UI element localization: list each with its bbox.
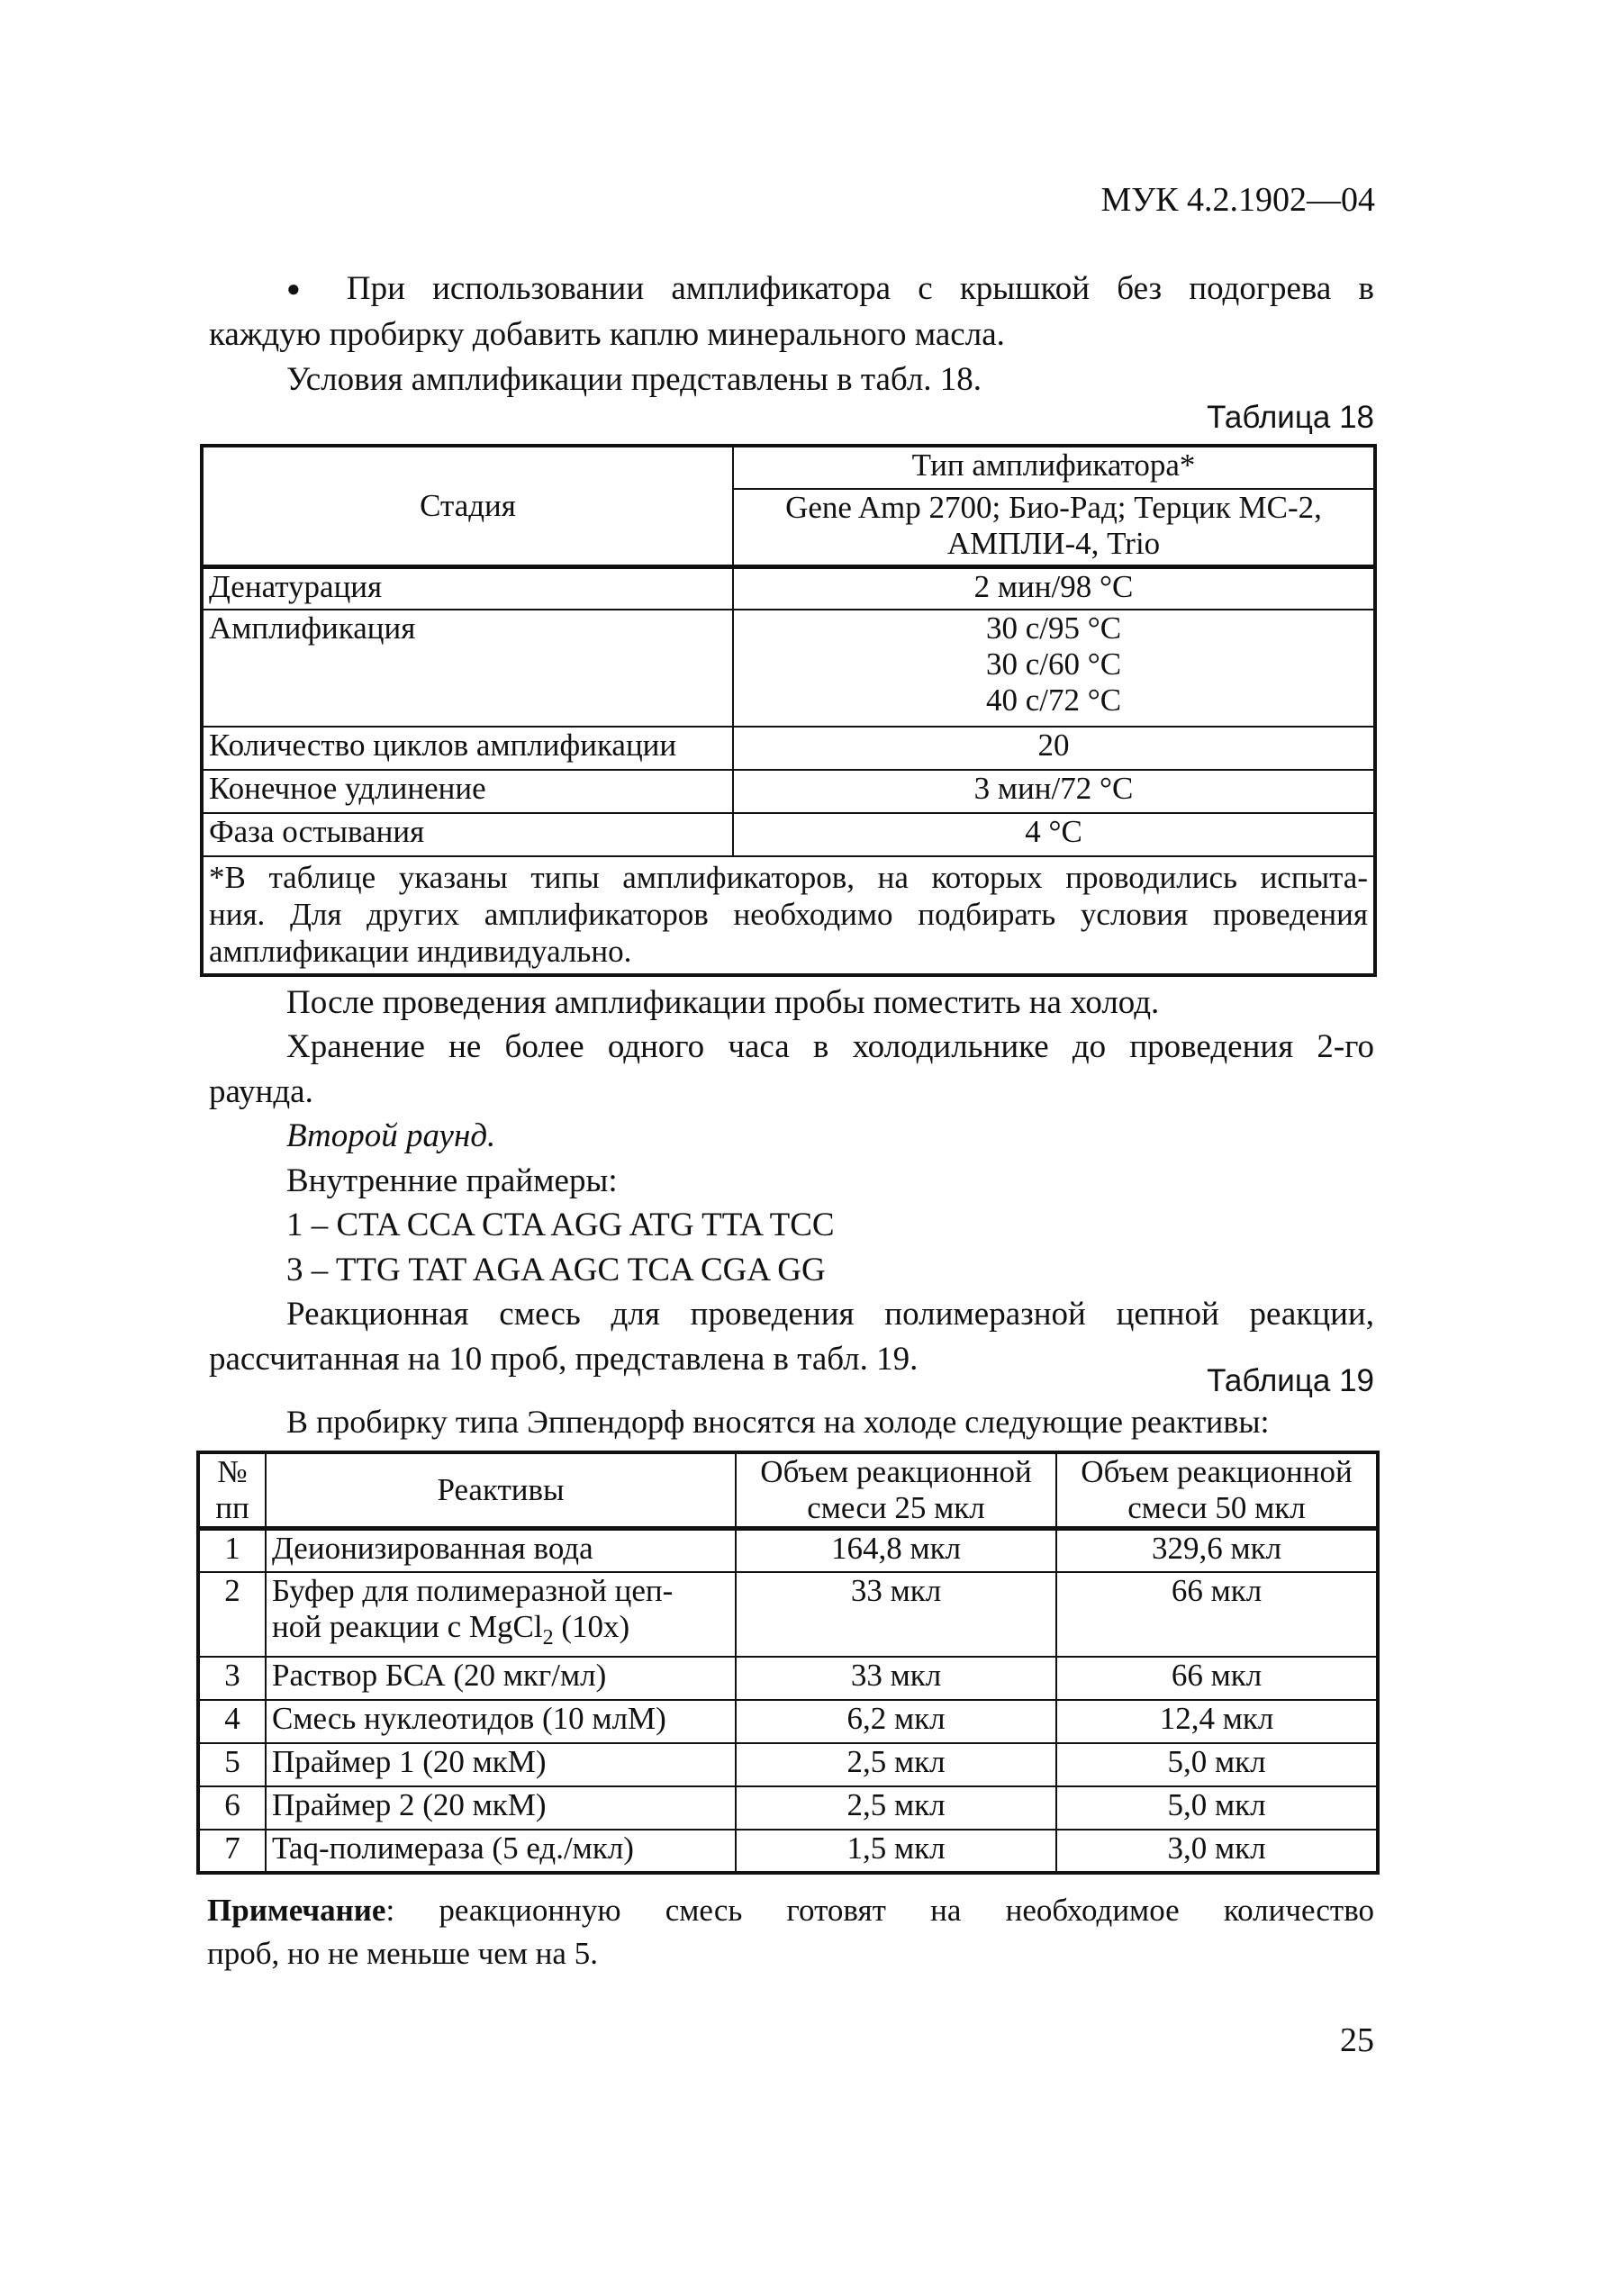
table-18-value-cell: 2 мин/98 °С <box>733 566 1375 610</box>
table-19-number-cell: 5 <box>198 1743 266 1786</box>
reagent-text: ной реакции с MgCl <box>272 1608 543 1644</box>
intro-bullet-line-2: каждую пробирку добавить каплю минерального масла. <box>209 316 1005 353</box>
table-19-reagent-cell: Смесь нуклеотидов (10 млМ) <box>266 1700 736 1743</box>
table-19-volume-50-cell: 66 мкл <box>1056 1657 1378 1700</box>
table-19-reagent-cell: Деионизированная вода <box>266 1529 736 1572</box>
footnote-label: Примечание <box>207 1893 386 1928</box>
paragraph-storage-line-1: Хранение не более одного часа в холодильнике до проведения 2-го <box>286 1028 1374 1065</box>
reagent-text: (10х) <box>553 1608 630 1644</box>
table-19-reagent-line-1: Буфер для полимеразной цеп- <box>272 1572 674 1608</box>
paragraph-mix-line-2: рассчитанная на 10 проб, представлена в табл. 19. <box>209 1341 919 1378</box>
table-18-value-cell: 3 мин/72 °С <box>733 770 1375 813</box>
table-18-stage-cell: Фаза остывания <box>202 813 733 856</box>
table-row <box>202 770 1375 813</box>
table-18-note-row <box>202 856 1375 975</box>
table-19-volume-25-cell: 164,8 мкл <box>736 1529 1056 1572</box>
second-round-heading: Второй раунд. <box>286 1117 496 1154</box>
table-18-stage-cell: Конечное удлинение <box>202 770 733 813</box>
table-19-number-cell: 1 <box>198 1529 266 1572</box>
table-19-number-cell: 4 <box>198 1700 266 1743</box>
table-19-subcaption: В пробирку типа Эппендорф вносятся на холоде следующие реактивы: <box>286 1404 1270 1440</box>
table-19-volume-50-cell: 329,6 мкл <box>1056 1529 1378 1572</box>
table-18-note-line-1: *В таблице указаны типы амплификаторов, на которых проводились испыта- <box>209 860 1368 895</box>
table-row <box>198 1743 1378 1786</box>
table-19-header-volume-25 <box>736 1452 1056 1529</box>
table-19-volume-50-cell: 66 мкл <box>1056 1572 1378 1657</box>
table-19-header-number <box>198 1452 266 1529</box>
table-18-value-cell: 20 <box>733 727 1375 770</box>
table-19-volume-50-cell: 5,0 мкл <box>1056 1786 1378 1830</box>
paragraph-storage-line-2: раунда. <box>209 1073 313 1110</box>
table-19-number-cell: 7 <box>198 1830 266 1873</box>
table-18-value-line: 40 с/72 °С <box>985 682 1122 718</box>
table-19-number-cell: 6 <box>198 1786 266 1830</box>
table-19-header-volume-50 <box>1056 1452 1378 1529</box>
table-19 <box>196 1451 1380 1875</box>
table-19-reagent-cell: Праймер 2 (20 мкМ) <box>266 1786 736 1830</box>
table-19-volume-25-cell: 6,2 мкл <box>736 1700 1056 1743</box>
table-row <box>202 610 1375 727</box>
table-18-header-type-sub <box>733 489 1375 566</box>
bullet-icon: ● <box>286 276 320 302</box>
table-19-reagent-cell: Праймер 1 (20 мкМ) <box>266 1743 736 1786</box>
table-19-reagent-line-2 <box>272 1609 729 1656</box>
table-row <box>198 1830 1378 1873</box>
table-18-stage-cell: Амплификация <box>202 610 733 727</box>
primer-3-sequence: 3 – TTG TAT AGA AGC TCA CGA GG <box>286 1252 826 1288</box>
table-18-header-type-sub-line-1: Gene Amp 2700; Био-Рад; Терцик МС-2, <box>785 490 1322 525</box>
table-18 <box>200 444 1377 977</box>
table-18-note-line-2: ния. Для других амплификаторов необходимо подбирать условия проведения <box>209 897 1368 932</box>
table-row <box>198 1700 1378 1743</box>
table-19-volume-25-cell: 2,5 мкл <box>736 1786 1056 1830</box>
paragraph-mix-line-1: Реакционная смесь для проведения полимеразной цепной реакции, <box>286 1296 1374 1333</box>
table-row <box>198 1572 1378 1657</box>
footnote-line-2: проб, но не меньше чем на 5. <box>207 1936 598 1971</box>
footnote-line-1 <box>207 1889 1374 1932</box>
table-18-caption: Таблица 18 <box>1207 400 1374 435</box>
table-row <box>198 1529 1378 1572</box>
table-19-volume-25-cell: 2,5 мкл <box>736 1743 1056 1786</box>
intro-bullet-line-1 <box>286 267 1374 311</box>
table-19-volume-25-cell: 1,5 мкл <box>736 1830 1056 1873</box>
table-19-number-cell: 3 <box>198 1657 266 1700</box>
table-19-header-volume-50-line-1: Объем реакционной <box>1081 1454 1353 1489</box>
table-19-header-volume-50-line-2: смеси 50 мкл <box>1127 1490 1306 1525</box>
table-19-reagent-cell: Раствор БСА (20 мкг/мл) <box>266 1657 736 1700</box>
table-18-stage-cell: Количество циклов амплификации <box>202 727 733 770</box>
table-row <box>198 1786 1378 1830</box>
table-19-volume-25-cell: 33 мкл <box>736 1572 1056 1657</box>
table-19-volume-50-cell: 12,4 мкл <box>1056 1700 1378 1743</box>
table-19-header-reagent: Реактивы <box>266 1452 736 1529</box>
reagent-subscript: 2 <box>542 1625 554 1650</box>
table-row <box>202 813 1375 856</box>
table-19-volume-50-cell: 3,0 мкл <box>1056 1830 1378 1873</box>
paragraph-cooling: После проведения амплификации пробы поместить на холод. <box>286 984 1160 1021</box>
primers-title: Внутренние праймеры: <box>286 1162 618 1199</box>
intro-bullet-text: При использовании амплификатора с крышкой без подогрева в <box>346 270 1374 307</box>
table-18-header-stage: Стадия <box>202 446 733 566</box>
table-19-reagent-cell: Taq-полимераза (5 ед./мкл) <box>266 1830 736 1873</box>
table-18-value-line: 30 с/60 °С <box>985 646 1122 682</box>
table-19-caption: Таблица 19 <box>1207 1363 1374 1398</box>
table-18-value-line: 30 с/95 °С <box>985 610 1122 646</box>
table-row <box>198 1657 1378 1700</box>
table-19-volume-50-cell: 5,0 мкл <box>1056 1743 1378 1786</box>
table-18-header-type: Тип амплификатора* <box>733 446 1375 489</box>
intro-table-ref: Условия амплификации представлены в табл. 18. <box>286 361 982 398</box>
table-19-reagent-cell <box>266 1572 736 1657</box>
footnote-text: : реакционную смесь готовят на необходимое количество <box>385 1893 1374 1928</box>
table-19-number-cell: 2 <box>198 1572 266 1657</box>
table-19-volume-25-cell: 33 мкл <box>736 1657 1056 1700</box>
table-row <box>202 727 1375 770</box>
table-row <box>202 566 1375 610</box>
primer-1-sequence: 1 – CTA CCA CTA AGG ATG TTA TCC <box>286 1207 835 1243</box>
document-code: МУК 4.2.1902—04 <box>1100 181 1375 219</box>
table-18-note-line-3: амплификации индивидуально. <box>209 934 632 969</box>
table-19-header-number-line-2: пп <box>215 1490 249 1525</box>
table-18-value-cell: 4 °С <box>733 813 1375 856</box>
table-18-note <box>202 856 1375 975</box>
table-18-value-cell <box>733 610 1375 727</box>
page-number: 25 <box>1340 2021 1374 2059</box>
table-19-header-volume-25-line-2: смеси 25 мкл <box>807 1490 985 1525</box>
table-19-header-volume-25-line-1: Объем реакционной <box>760 1454 1032 1489</box>
table-18-header-type-sub-line-2: АМПЛИ-4, Trio <box>946 526 1161 561</box>
table-18-stage-cell: Денатурация <box>202 566 733 610</box>
table-19-header-number-line-1: № <box>217 1454 248 1489</box>
